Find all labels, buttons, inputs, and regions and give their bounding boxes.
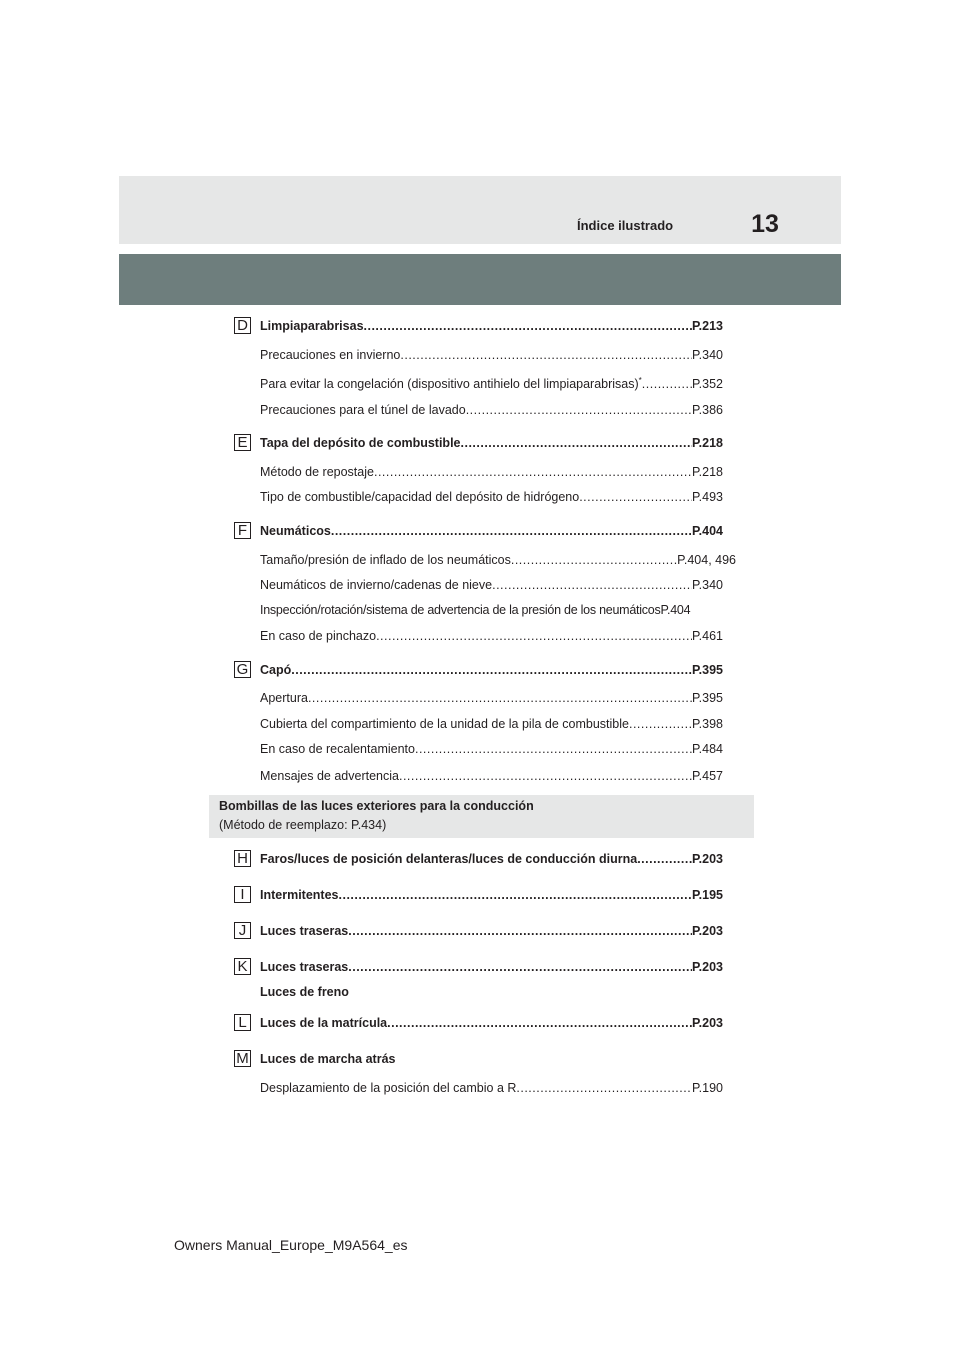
entry-label: Limpiaparabrisas [260,319,364,333]
letter-marker-l: L [234,1014,251,1031]
letter-marker-d: D [234,317,251,334]
subentry[interactable]: Precauciones para el túnel de lavado ..... P.386 [260,403,723,419]
entry-neumaticos[interactable]: Neumáticos ..... P.404 [260,524,723,540]
info-box-title: Bombillas de las luces exteriores para la conducción [219,799,534,813]
page-number: 13 [751,210,779,238]
entry-limpiaparabrisas[interactable] [260,319,723,335]
letter-marker-i: I [234,886,251,903]
subentry[interactable]: Desplazamiento de la posición del cambio a R ..... P.190 [260,1081,723,1097]
subentry[interactable]: Apertura ..... P.395 [260,691,723,707]
subentry[interactable]: En caso de pinchazo ..... P.461 [260,629,723,645]
section-title: Índice ilustrado [577,218,674,233]
subentry[interactable]: En caso de recalentamiento ..... P.484 [260,742,723,758]
letter-marker-g: G [234,661,251,678]
entry-page: P.213 [691,319,723,333]
subentry[interactable]: Inspección/rotación/sistema de advertencia de la presión de los neumáticos P.404 [260,603,691,617]
subentry[interactable]: Tamaño/presión de inflado de los neumáticos ..... P.404, 496 [260,553,736,569]
entry-luces-matricula[interactable]: Luces de la matrícula ..... P.203 [260,1016,723,1032]
entry-faros[interactable]: Faros/luces de posición delanteras/luces de conducción diurna ..... P.203 [260,852,723,868]
subentry[interactable]: Precauciones en invierno ..... P.340 [260,348,723,364]
subentry[interactable]: Para evitar la congelación (dispositivo antihielo del limpiaparabrisas)* ..... P.352 [260,376,723,392]
subentry[interactable]: Cubierta del compartimiento de la unidad de la pila de combustible ..... P.398 [260,717,723,733]
letter-marker-e: E [234,434,251,451]
entry-tapa-deposito[interactable]: Tapa del depósito de combustible ..... P.218 [260,436,723,452]
subentry[interactable]: Neumáticos de invierno/cadenas de nieve ..... P.340 [260,578,723,594]
info-box-subtitle: (Método de reemplazo: P.434) [219,818,387,832]
entry-luces-traseras-2[interactable]: Luces traseras ..... P.203 [260,960,723,976]
letter-marker-f: F [234,522,251,539]
letter-marker-h: H [234,850,251,867]
letter-marker-j: J [234,922,251,939]
subentry[interactable]: Mensajes de advertencia ..... P.457 [260,769,723,785]
letter-marker-k: K [234,958,251,975]
entry-luces-traseras[interactable]: Luces traseras ..... P.203 [260,924,723,940]
entry-capo[interactable]: Capó ..... P.395 [260,663,723,679]
entry-marcha-atras[interactable]: Luces de marcha atrás [260,1052,396,1066]
subentry[interactable]: Método de repostaje ..... P.218 [260,465,723,481]
entry-intermitentes[interactable]: Intermitentes ..... P.195 [260,888,723,904]
entry-luces-de-freno[interactable]: Luces de freno [260,985,349,999]
footer-text: Owners Manual_Europe_M9A564_es [174,1237,408,1253]
letter-marker-m: M [234,1050,251,1067]
subentry[interactable]: Tipo de combustible/capacidad del depósito de hidrógeno ..... P.493 [260,490,723,506]
